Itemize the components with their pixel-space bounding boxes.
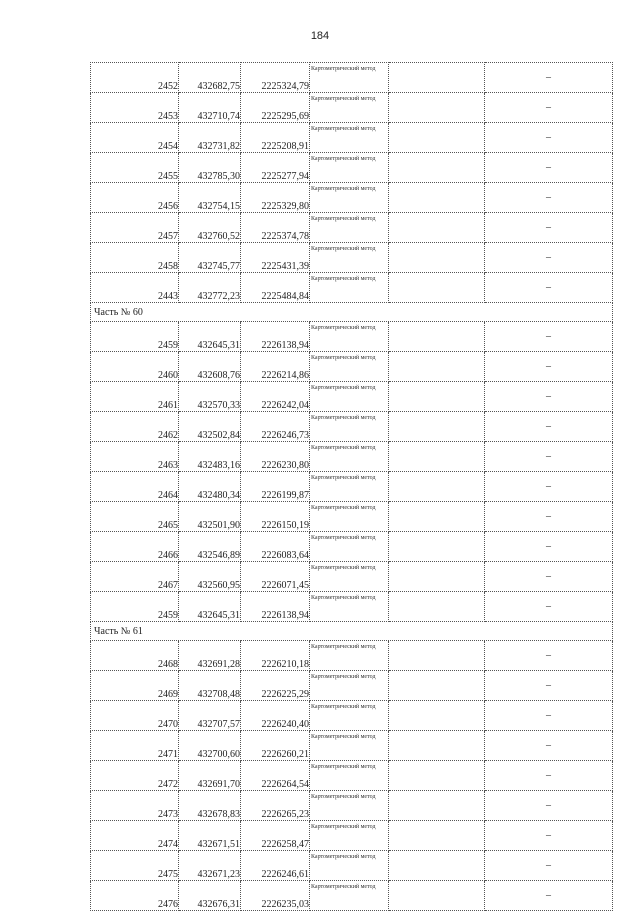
x-coordinate-cell: 432710,74 [179,93,241,123]
y-coordinate-cell: 2225329,80 [241,183,310,213]
y-coordinate-cell: 2226242,04 [241,382,310,412]
method-cell: Картометрический метод [310,213,389,243]
empty-cell [389,123,485,153]
empty-cell [389,63,485,93]
method-cell: Картометрический метод [310,761,389,791]
empty-cell [389,93,485,123]
method-cell: Картометрический метод [310,273,389,303]
method-cell: Картометрический метод [310,701,389,731]
y-coordinate-cell: 2226230,80 [241,442,310,472]
point-number-cell: 2454 [91,123,179,153]
table-row [91,412,613,442]
accuracy-cell: – [485,821,613,851]
empty-cell [389,671,485,701]
x-coordinate-cell: 432480,34 [179,472,241,502]
y-coordinate-cell: 2226083,64 [241,532,310,562]
accuracy-cell: – [485,273,613,303]
empty-cell [389,641,485,671]
point-number-cell: 2443 [91,273,179,303]
accuracy-cell: – [485,412,613,442]
point-number-cell: 2476 [91,881,179,911]
accuracy-cell: – [485,153,613,183]
table-row [91,183,613,213]
x-coordinate-cell: 432645,31 [179,322,241,352]
empty-cell [389,592,485,622]
x-coordinate-cell: 432645,31 [179,592,241,622]
accuracy-cell: – [485,243,613,273]
empty-cell [389,532,485,562]
accuracy-cell: – [485,731,613,761]
accuracy-cell: – [485,93,613,123]
y-coordinate-cell: 2226199,87 [241,472,310,502]
part-header-row [91,622,613,641]
point-number-cell: 2457 [91,213,179,243]
empty-cell [389,851,485,881]
table-row [91,532,613,562]
y-coordinate-cell: 2226260,21 [241,731,310,761]
x-coordinate-cell: 432785,30 [179,153,241,183]
empty-cell [389,502,485,532]
x-coordinate-cell: 432501,90 [179,502,241,532]
point-number-cell: 2459 [91,322,179,352]
y-coordinate-cell: 2226138,94 [241,592,310,622]
method-cell: Картометрический метод [310,671,389,701]
y-coordinate-cell: 2226225,29 [241,671,310,701]
point-number-cell: 2453 [91,93,179,123]
accuracy-cell: – [485,382,613,412]
x-coordinate-cell: 432745,77 [179,243,241,273]
table-row [91,562,613,592]
point-number-cell: 2470 [91,701,179,731]
table-row [91,502,613,532]
coordinates-table [90,62,613,911]
coordinates-table-body [91,63,613,911]
point-number-cell: 2461 [91,382,179,412]
table-row [91,791,613,821]
y-coordinate-cell: 2226258,47 [241,821,310,851]
method-cell: Картометрический метод [310,412,389,442]
x-coordinate-cell: 432483,16 [179,442,241,472]
accuracy-cell: – [485,123,613,153]
accuracy-cell: – [485,562,613,592]
method-cell: Картометрический метод [310,322,389,352]
method-cell: Картометрический метод [310,183,389,213]
table-row [91,641,613,671]
accuracy-cell: – [485,641,613,671]
y-coordinate-cell: 2226071,45 [241,562,310,592]
accuracy-cell: – [485,502,613,532]
x-coordinate-cell: 432691,70 [179,761,241,791]
y-coordinate-cell: 2226265,23 [241,791,310,821]
method-cell: Картометрический метод [310,472,389,502]
method-cell: Картометрический метод [310,352,389,382]
method-cell: Картометрический метод [310,821,389,851]
point-number-cell: 2467 [91,562,179,592]
page-number: 184 [310,30,330,42]
table-row [91,153,613,183]
y-coordinate-cell: 2226150,19 [241,502,310,532]
point-number-cell: 2452 [91,63,179,93]
empty-cell [389,791,485,821]
empty-cell [389,442,485,472]
empty-cell [389,243,485,273]
x-coordinate-cell: 432700,60 [179,731,241,761]
x-coordinate-cell: 432671,23 [179,851,241,881]
part-header-row [91,303,613,322]
empty-cell [389,382,485,412]
x-coordinate-cell: 432708,48 [179,671,241,701]
x-coordinate-cell: 432691,28 [179,641,241,671]
empty-cell [389,213,485,243]
y-coordinate-cell: 2226246,61 [241,851,310,881]
method-cell: Картометрический метод [310,881,389,911]
method-cell: Картометрический метод [310,532,389,562]
table-row [91,63,613,93]
table-row [91,701,613,731]
point-number-cell: 2473 [91,791,179,821]
table-row [91,731,613,761]
accuracy-cell: – [485,671,613,701]
y-coordinate-cell: 2225431,39 [241,243,310,273]
accuracy-cell: – [485,63,613,93]
x-coordinate-cell: 432546,89 [179,532,241,562]
method-cell: Картометрический метод [310,851,389,881]
empty-cell [389,412,485,442]
point-number-cell: 2468 [91,641,179,671]
x-coordinate-cell: 432678,83 [179,791,241,821]
table-row [91,442,613,472]
accuracy-cell: – [485,701,613,731]
point-number-cell: 2469 [91,671,179,701]
y-coordinate-cell: 2225295,69 [241,93,310,123]
empty-cell [389,273,485,303]
table-row [91,821,613,851]
empty-cell [389,562,485,592]
table-row [91,592,613,622]
x-coordinate-cell: 432502,84 [179,412,241,442]
empty-cell [389,731,485,761]
accuracy-cell: – [485,592,613,622]
empty-cell [389,472,485,502]
point-number-cell: 2464 [91,472,179,502]
point-number-cell: 2466 [91,532,179,562]
method-cell: Картометрический метод [310,63,389,93]
method-cell: Картометрический метод [310,153,389,183]
method-cell: Картометрический метод [310,502,389,532]
method-cell: Картометрический метод [310,791,389,821]
method-cell: Картометрический метод [310,123,389,153]
point-number-cell: 2458 [91,243,179,273]
method-cell: Картометрический метод [310,731,389,761]
empty-cell [389,322,485,352]
table-row [91,243,613,273]
table-row [91,382,613,412]
y-coordinate-cell: 2226246,73 [241,412,310,442]
y-coordinate-cell: 2226264,54 [241,761,310,791]
y-coordinate-cell: 2225277,94 [241,153,310,183]
method-cell: Картометрический метод [310,562,389,592]
y-coordinate-cell: 2226138,94 [241,322,310,352]
x-coordinate-cell: 432772,23 [179,273,241,303]
point-number-cell: 2459 [91,592,179,622]
x-coordinate-cell: 432707,57 [179,701,241,731]
method-cell: Картометрический метод [310,382,389,412]
point-number-cell: 2471 [91,731,179,761]
table-row [91,123,613,153]
point-number-cell: 2475 [91,851,179,881]
accuracy-cell: – [485,442,613,472]
accuracy-cell: – [485,322,613,352]
point-number-cell: 2474 [91,821,179,851]
table-row [91,671,613,701]
x-coordinate-cell: 432682,75 [179,63,241,93]
point-number-cell: 2463 [91,442,179,472]
table-row [91,93,613,123]
part-label: Часть № 60 [91,303,613,322]
empty-cell [389,881,485,911]
y-coordinate-cell: 2226235,03 [241,881,310,911]
method-cell: Картометрический метод [310,93,389,123]
table-row [91,761,613,791]
x-coordinate-cell: 432676,31 [179,881,241,911]
y-coordinate-cell: 2225484,84 [241,273,310,303]
method-cell: Картометрический метод [310,641,389,671]
empty-cell [389,352,485,382]
point-number-cell: 2465 [91,502,179,532]
accuracy-cell: – [485,472,613,502]
table-row [91,851,613,881]
y-coordinate-cell: 2225208,91 [241,123,310,153]
empty-cell [389,821,485,851]
point-number-cell: 2455 [91,153,179,183]
accuracy-cell: – [485,791,613,821]
accuracy-cell: – [485,761,613,791]
point-number-cell: 2460 [91,352,179,382]
table-row [91,881,613,911]
y-coordinate-cell: 2225374,78 [241,213,310,243]
part-label: Часть № 61 [91,622,613,641]
empty-cell [389,761,485,791]
accuracy-cell: – [485,881,613,911]
point-number-cell: 2456 [91,183,179,213]
accuracy-cell: – [485,532,613,562]
accuracy-cell: – [485,183,613,213]
table-row [91,213,613,243]
x-coordinate-cell: 432570,33 [179,382,241,412]
method-cell: Картометрический метод [310,592,389,622]
accuracy-cell: – [485,851,613,881]
y-coordinate-cell: 2226214,86 [241,352,310,382]
x-coordinate-cell: 432671,51 [179,821,241,851]
accuracy-cell: – [485,213,613,243]
x-coordinate-cell: 432608,76 [179,352,241,382]
table-row [91,273,613,303]
method-cell: Картометрический метод [310,442,389,472]
y-coordinate-cell: 2226210,18 [241,641,310,671]
table-row [91,352,613,382]
point-number-cell: 2472 [91,761,179,791]
method-cell: Картометрический метод [310,243,389,273]
x-coordinate-cell: 432754,15 [179,183,241,213]
accuracy-cell: – [485,352,613,382]
y-coordinate-cell: 2225324,79 [241,63,310,93]
point-number-cell: 2462 [91,412,179,442]
empty-cell [389,701,485,731]
x-coordinate-cell: 432560,95 [179,562,241,592]
table-row [91,472,613,502]
y-coordinate-cell: 2226240,40 [241,701,310,731]
empty-cell [389,183,485,213]
x-coordinate-cell: 432731,82 [179,123,241,153]
table-row [91,322,613,352]
empty-cell [389,153,485,183]
x-coordinate-cell: 432760,52 [179,213,241,243]
